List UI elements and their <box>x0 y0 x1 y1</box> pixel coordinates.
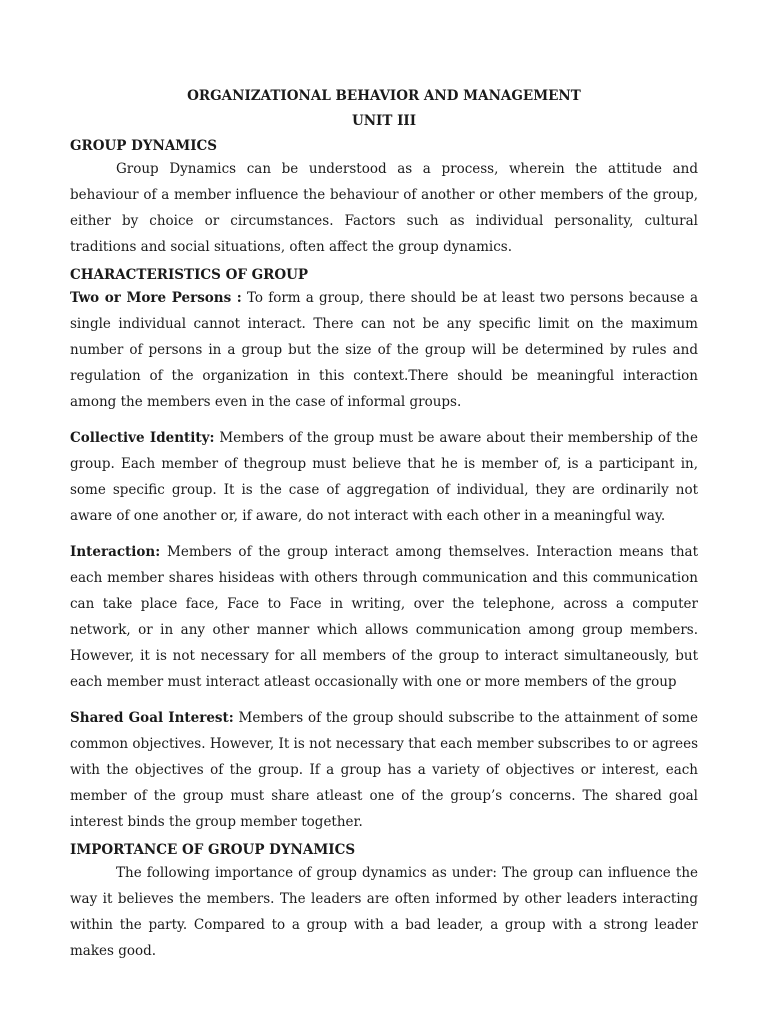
term-shared-goal-interest: Shared Goal Interest: <box>70 710 234 726</box>
paragraph-interaction <box>70 539 698 695</box>
unit-label: UNIT III <box>351 113 417 129</box>
term-interaction: Interaction: <box>70 544 161 560</box>
paragraph-collective-identity <box>70 425 698 529</box>
text-two-or-more-persons: To form a group, there should be at least two persons because a single individual cannot interact. There can not be any specific limit on the maximum number of persons in a group but the size of the group will be determined by rules and regulation of the organization in this context.There should be meaningful interaction among the members even in the case of informal groups. <box>70 290 698 410</box>
document-title: ORGANIZATIONAL BEHAVIOR AND MANAGEMENT <box>187 88 581 104</box>
importance-paragraph: The following importance of group dynamics as under: The group can influence the way it believes the members. The leaders are often informed by other leaders interacting within the party. Compared to a group with a bad leader, a group with a strong leader makes good. <box>70 865 698 959</box>
text-shared-goal-interest: Members of the group should subscribe to the attainment of some common objectives. However, It is not necessary that each member subscribes to or agrees with the objectives of the group. If a group has a variety of objectives or interest, each member of the group must share atleast one of the group’s concerns. The shared goal interest binds the group member together. <box>70 710 698 830</box>
section-heading-characteristics: CHARACTERISTICS OF GROUP <box>70 267 309 283</box>
text-interaction: Members of the group interact among themselves. Interaction means that each member shares hisideas with others through communication and this communication can take place face, Face to Face in writing, over the telephone, across a computer network, or in any other manner which allows communication among group members. However, it is not necessary for all members of the group to interact simultaneously, but each member must interact atleast occasionally with one or more members of the group <box>70 544 698 690</box>
paragraph-shared-goal-interest <box>70 705 698 835</box>
text-collective-identity: Members of the group must be aware about their membership of the group. Each member of thegroup must believe that he is member of, is a participant in, some specific group. It is the case of aggregation of individual, they are ordinarily not aware of one another or, if aware, do not interact with each other in a meaningful way. <box>70 430 698 524</box>
section-heading-importance: IMPORTANCE OF GROUP DYNAMICS <box>70 842 356 858</box>
section-heading-group-dynamics: GROUP DYNAMICS <box>70 138 218 154</box>
term-two-or-more-persons: Two or More Persons : <box>70 290 242 306</box>
group-dynamics-paragraph: Group Dynamics can be understood as a process, wherein the attitude and behaviour of a member influence the behaviour of another or other members of the group, either by choice or circumstances. Factors such as individual personality, cultural traditions and social situations, often affect the group dynamics. <box>70 161 698 255</box>
document-page <box>70 86 698 964</box>
term-collective-identity: Collective Identity: <box>70 430 215 446</box>
paragraph-two-or-more-persons <box>70 285 698 415</box>
